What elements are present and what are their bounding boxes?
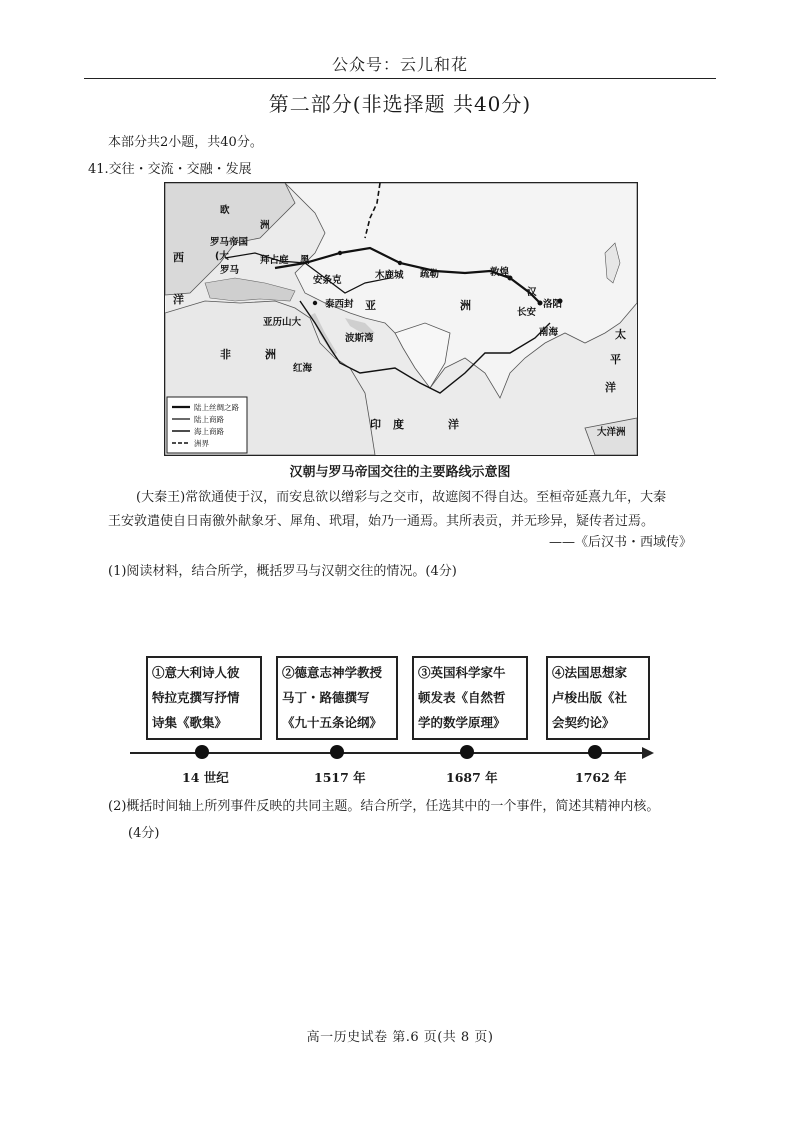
timeline-event-2 — [276, 656, 398, 740]
question-number: 41.交往・交流・交融・发展 — [88, 162, 252, 177]
label-australia: 大洋洲 — [597, 427, 626, 438]
label-indian-ocean-2: 度 — [393, 418, 404, 431]
material-source: ——《后汉书・西域传》 — [548, 535, 692, 550]
label-mulu: 木鹿城 — [375, 270, 404, 281]
header-divider — [84, 78, 716, 79]
timeline-event-4 — [546, 656, 650, 740]
label-shule: 疏勒 — [420, 269, 440, 280]
event-2-line-3: 《九十五条论纲》 — [282, 715, 383, 730]
event-3-line-1: ③英国科学家牛 — [418, 665, 506, 680]
label-rome-empire: 罗马帝国 — [210, 237, 249, 248]
event-3-line-3: 学的数学原理》 — [418, 715, 506, 730]
label-alexandria: 亚历山大 — [263, 317, 302, 328]
timeline-year-4: 1762 年 — [575, 770, 627, 785]
city-dot-alexandria — [313, 301, 317, 305]
timeline-year-3: 1687 年 — [446, 770, 498, 785]
label-pacific-2: 平 — [610, 353, 621, 366]
label-byzantium: 拜占庭 — [260, 255, 289, 266]
label-dunhuang: 敦煌 — [490, 267, 510, 278]
question-1: (1)阅读材料，结合所学，概括罗马与汉朝交往的情况。(4分) — [108, 564, 457, 579]
city-dot-mulu — [398, 261, 402, 265]
event-4-line-3: 会契约论》 — [552, 715, 615, 730]
label-south-sea: 南海 — [539, 327, 559, 338]
label-persian-gulf: 波斯湾 — [345, 333, 374, 344]
city-dot-antioch — [338, 251, 342, 255]
timeline-dot-1 — [195, 745, 209, 759]
timeline-year-2: 1517 年 — [314, 770, 366, 785]
timeline-event-3 — [412, 656, 528, 740]
page-header: 公众号：云儿和花 — [331, 55, 468, 74]
label-luoyang: 洛阳 — [543, 299, 563, 310]
question-2-line-1: (2)概括时间轴上所列事件反映的共同主题。结合所学，任选其中的一个事件，简述其精神内核。 — [108, 799, 660, 814]
question-2-line-2: (4分) — [128, 826, 160, 841]
route-map-svg — [165, 183, 637, 455]
event-2-line-1: ②德意志神学教授 — [282, 665, 383, 680]
label-pacific-1: 太 — [615, 328, 626, 341]
page-footer: 高一历史试卷 第.6 页(共 8 页) — [306, 1030, 494, 1045]
label-asia-2: 洲 — [460, 299, 471, 312]
label-changan: 长安 — [517, 307, 537, 318]
event-1-line-2: 特拉克撰写抒情 — [152, 690, 240, 705]
part-intro: 本部分共2小题，共40分。 — [108, 135, 263, 150]
label-indian-ocean-1: 印 — [370, 418, 381, 431]
city-dot-changan — [538, 301, 543, 306]
label-red-sea: 红海 — [293, 363, 313, 374]
legend-silk-road: 陆上丝绸之路 — [194, 403, 239, 412]
event-2-line-2: 马丁・路德撰写 — [282, 690, 370, 705]
timeline-dot-4 — [588, 745, 602, 759]
event-3-line-2: 顿发表《自然哲 — [418, 690, 506, 705]
map-legend — [167, 397, 247, 453]
event-1-line-1: ①意大利诗人彼 — [152, 665, 240, 680]
timeline-dot-3 — [460, 745, 474, 759]
legend-sea-trade: 海上商路 — [194, 427, 224, 436]
event-1-line-3: 诗集《歌集》 — [152, 715, 228, 730]
label-rome-city: 罗马 — [220, 265, 240, 276]
label-europe-2: 洲 — [260, 220, 270, 231]
event-4-line-1: ④法国思想家 — [552, 665, 628, 680]
label-black-sea: 黑 — [300, 255, 310, 266]
event-4-line-2: 卢梭出版《社 — [552, 690, 628, 705]
timeline-dot-2 — [330, 745, 344, 759]
legend-border: 洲界 — [194, 439, 209, 448]
label-han: 汉 — [527, 287, 537, 298]
map-caption: 汉朝与罗马帝国交往的主要路线示意图 — [289, 465, 511, 480]
label-africa-1: 非 — [220, 348, 231, 361]
legend-land-trade: 陆上商路 — [194, 415, 224, 424]
label-pacific-3: 洋 — [605, 381, 616, 394]
timeline-year-1: 14 世纪 — [182, 770, 229, 785]
part-title: 第二部分(非选择题 共40分) — [268, 92, 532, 116]
label-taixifeng: 泰西封 — [325, 299, 354, 310]
timeline-arrow — [642, 747, 654, 759]
label-asia-1: 亚 — [365, 299, 376, 312]
label-indian-ocean-3: 洋 — [448, 418, 459, 431]
label-africa-2: 洲 — [265, 348, 276, 361]
label-europe-1: 欧 — [220, 205, 230, 216]
label-antioch: 安条克 — [313, 275, 342, 286]
route-map — [164, 182, 638, 456]
label-west-2: 洋 — [173, 293, 184, 306]
material-line-2: 王安敦遣使自日南徼外献象牙、犀角、玳瑁，始乃一通焉。其所表贡，并无珍异，疑传者过焉。 — [108, 514, 655, 529]
label-daqin: (大 — [215, 251, 229, 262]
material-line-1: (大秦王)常欲通使于汉，而安息欲以缯彩与之交市，故遮阂不得自达。至桓帝延熹九年，大秦 — [136, 490, 667, 505]
timeline-event-1 — [146, 656, 262, 740]
label-west-1: 西 — [173, 251, 184, 264]
